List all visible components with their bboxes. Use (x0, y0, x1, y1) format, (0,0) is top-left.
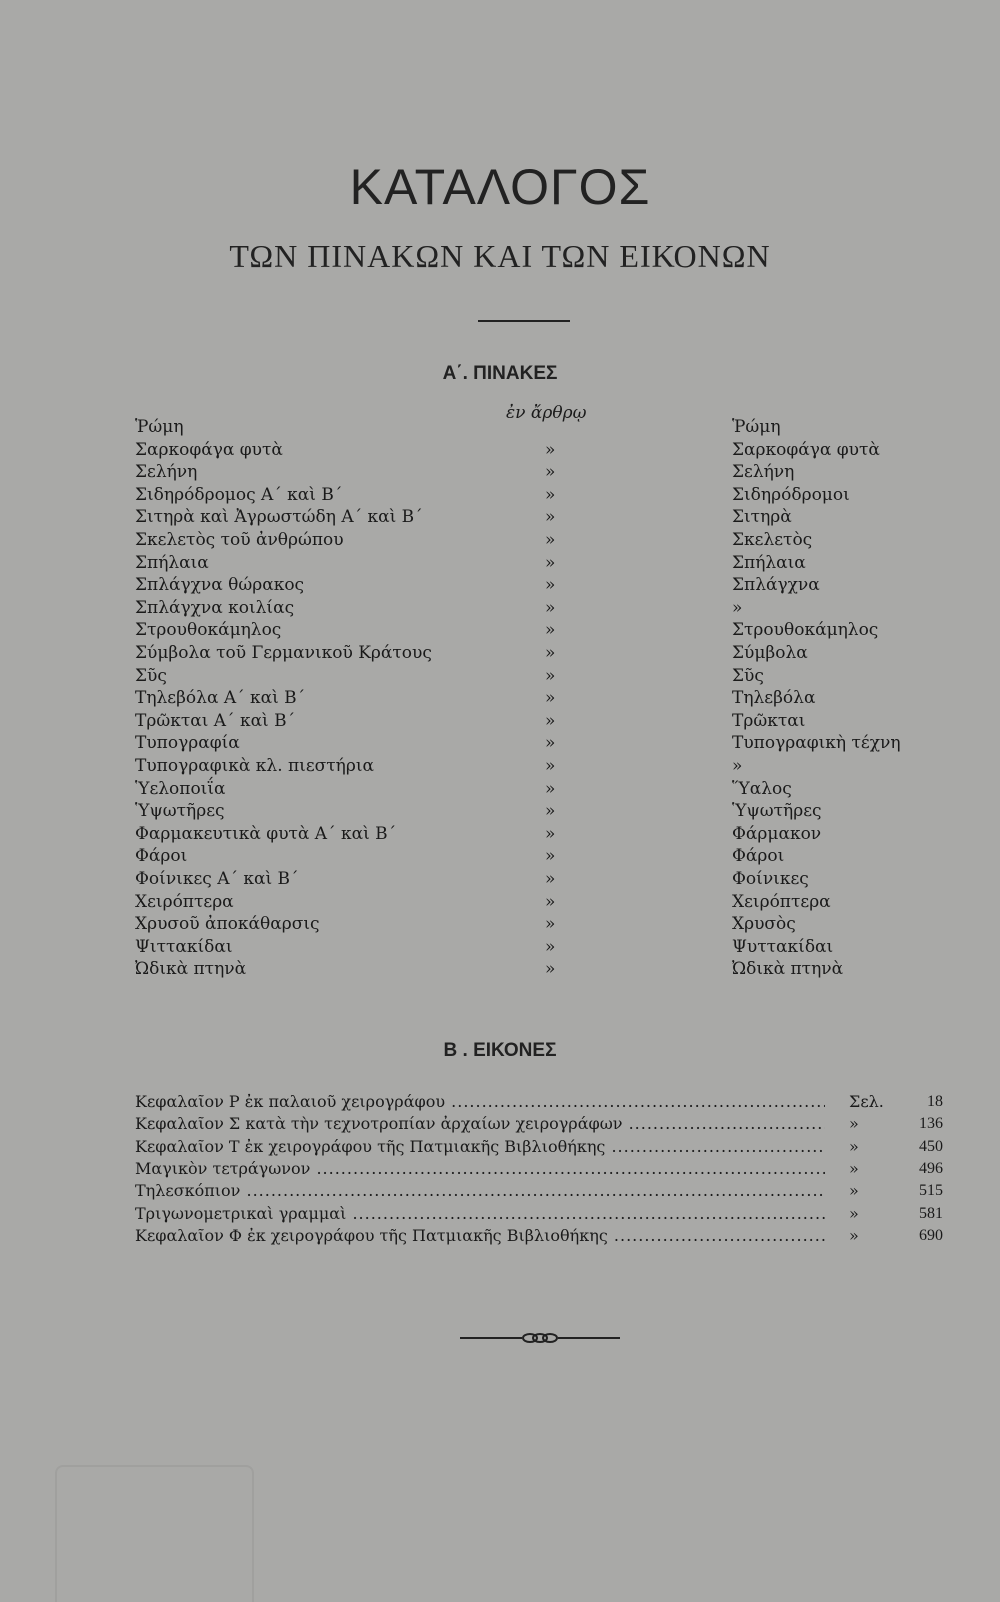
table-entry: Φάροι (732, 846, 785, 867)
table-entry: Σπλάγχνα (732, 575, 820, 596)
figure-row (135, 1157, 943, 1180)
figure-name: Μαγικὸν τετράγωνον ..... (135, 1157, 825, 1180)
figure-page-number: 515 (919, 1182, 943, 1200)
table-row (0, 439, 1000, 461)
figure-name: Τηλεσκόπιον ..... (135, 1179, 825, 1202)
table-row (0, 461, 1000, 483)
table-entry: Σπήλαια (732, 552, 806, 573)
table-entry: Φοίνικες (732, 869, 809, 889)
table-source: » (545, 462, 556, 483)
table-source: » (545, 484, 556, 505)
table-source: » (545, 710, 556, 731)
table-entry: Χειρόπτερα (732, 891, 831, 912)
table-row (0, 687, 1000, 709)
table-name: Ῥώμη (135, 417, 184, 437)
title-divider (478, 320, 570, 322)
table-name: Στρουθοκάμηλος (135, 620, 282, 641)
table-row (0, 868, 1000, 890)
table-source: » (545, 733, 556, 754)
table-row (0, 597, 1000, 619)
table-source: » (545, 959, 556, 980)
figure-page-ref: Σελ. (849, 1092, 884, 1111)
table-name: Χρυσοῦ ἀποκάθαρσις (135, 914, 320, 935)
table-entry: » (732, 597, 743, 618)
table-source: » (545, 914, 556, 935)
table-entry: Σκελετὸς (732, 530, 813, 550)
figure-row (135, 1135, 943, 1158)
table-source: » (545, 801, 556, 822)
table-name: Ὑψωτῆρες (135, 801, 225, 822)
table-entry: Τρῶκται (732, 710, 806, 731)
table-source: » (545, 597, 556, 618)
table-source: » (545, 643, 556, 663)
table-name: Τυπογραφία (135, 733, 240, 754)
figure-page-number: 581 (919, 1204, 943, 1222)
table-name: Τυπογραφικὰ κλ. πιεστήρια (135, 756, 374, 776)
table-source: » (545, 688, 556, 709)
table-entry: Τηλεβόλα (732, 688, 816, 709)
figure-row (135, 1179, 943, 1202)
table-name: Τρῶκται Α΄ καὶ Β΄ (135, 710, 296, 731)
table-entry: Σιτηρὰ (732, 507, 792, 528)
table-source: » (545, 665, 556, 686)
table-name: Ὑελοποιΐα (135, 778, 226, 799)
table-source: » (545, 507, 556, 528)
table-row (0, 506, 1000, 528)
table-row (0, 710, 1000, 732)
table-row (0, 936, 1000, 958)
figure-page-ref: » (849, 1203, 859, 1223)
table-name: Σύμβολα τοῦ Γερμανικοῦ Κράτους (135, 643, 432, 663)
table-row (0, 800, 1000, 822)
table-entry: Σελήνη (732, 462, 795, 483)
table-entry: Σύμβολα (732, 643, 808, 663)
table-source: » (545, 620, 556, 641)
table-entry: Ῥώμη (732, 417, 781, 437)
table-row (0, 755, 1000, 777)
table-row (0, 913, 1000, 935)
table-entry: Ψυττακίδαι (732, 936, 834, 957)
table-source: » (545, 891, 556, 912)
table-name: Χειρόπτερα (135, 891, 234, 912)
table-name: Σῦς (135, 665, 167, 686)
figure-page-ref: » (849, 1136, 859, 1156)
figure-page-ref: » (849, 1181, 859, 1201)
figure-name: Κεφαλαῖον Τ ἐκ χειρογράφου τῆς Πατμιακῆς Βιβλιοθήκης ..... (135, 1135, 825, 1158)
table-name: Φοίνικες Α΄ καὶ Β΄ (135, 869, 299, 889)
table-row (0, 529, 1000, 551)
table-source: » (545, 552, 556, 573)
figure-page-number: 690 (919, 1226, 943, 1244)
table-row (0, 484, 1000, 506)
figure-name: Κεφαλαῖον Σ κατὰ τὴν τεχνοτροπίαν ἀρχαίων χειρογράφων ..... (135, 1112, 825, 1135)
figure-page-number: 450 (919, 1137, 943, 1155)
table-name: Σαρκοφάγα φυτὰ (135, 439, 283, 460)
table-row (0, 845, 1000, 867)
table-row (0, 416, 1000, 438)
table-row (0, 778, 1000, 800)
table-name: Σπλάγχνα κοιλίας (135, 597, 295, 618)
page-subtitle: ΤΩΝ ΠΙΝΑΚΩΝ ΚΑΙ ΤΩΝ ΕΙΚΟΝΩΝ (229, 238, 771, 274)
table-name: Σελήνη (135, 462, 198, 483)
table-source: » (545, 869, 556, 889)
library-stamp (55, 1465, 254, 1602)
table-row (0, 619, 1000, 641)
table-row (0, 642, 1000, 664)
section-b-heading: Β . ΕΙΚΟΝΕΣ (443, 1040, 557, 1061)
table-entry: » (732, 756, 743, 776)
figure-name: Κεφαλαῖον Φ ἐκ χειρογράφου τῆς Πατμιακῆς Βιβλιοθήκης ..... (135, 1224, 825, 1247)
table-row (0, 665, 1000, 687)
source-column-header: ἐν ἄρθρῳ (506, 403, 587, 423)
table-name: Σιδηρόδρομος Α΄ καὶ Β΄ (135, 484, 343, 505)
table-entry: Σῦς (732, 665, 764, 686)
table-source: » (545, 530, 556, 550)
figure-page-number: 496 (919, 1159, 943, 1177)
table-source: » (545, 778, 556, 799)
page-title: ΚΑΤΑΛΟΓΟΣ (349, 159, 651, 215)
figure-row (135, 1090, 943, 1113)
figure-page-number: 18 (927, 1093, 943, 1110)
figure-row (135, 1202, 943, 1225)
table-entry: Φάρμακον (732, 823, 822, 844)
figure-page-number: 136 (919, 1115, 943, 1133)
table-source: » (545, 756, 556, 776)
figure-page-ref: » (849, 1114, 859, 1134)
table-entry: Τυπογραφικὴ τέχνη (732, 733, 901, 754)
table-row (0, 891, 1000, 913)
table-entry: Ὑψωτῆρες (732, 801, 822, 822)
table-source: » (545, 439, 556, 460)
table-entry: Σιδηρόδρομοι (732, 484, 850, 505)
table-source: » (545, 823, 556, 844)
figure-row (135, 1112, 943, 1135)
table-entry: Χρυσὸς (732, 914, 796, 935)
table-row (0, 823, 1000, 845)
ornament-divider (460, 1330, 620, 1346)
table-entry: Ὕαλος (732, 778, 792, 799)
table-name: Σιτηρὰ καὶ Ἀγρωστώδη Α΄ καὶ Β΄ (135, 507, 423, 528)
table-source: » (545, 846, 556, 867)
table-row (0, 958, 1000, 980)
table-source: » (545, 936, 556, 957)
figure-name: Κεφαλαῖον Ρ ἐκ παλαιοῦ χειρογράφου ..... (135, 1090, 825, 1113)
table-entry: Στρουθοκάμηλος (732, 620, 879, 641)
table-name: Σπήλαια (135, 552, 209, 573)
table-name: Φαρμακευτικὰ φυτὰ Α΄ καὶ Β΄ (135, 823, 397, 844)
figure-page-ref: » (849, 1158, 859, 1178)
table-name: Φάροι (135, 846, 188, 867)
table-name: Τηλεβόλα Α΄ καὶ Β΄ (135, 688, 306, 709)
table-name: Σπλάγχνα θώρακος (135, 575, 305, 596)
table-name: Ὠδικὰ πτηνὰ (135, 959, 247, 980)
table-name: Σκελετὸς τοῦ ἀνθρώπου (135, 530, 344, 550)
table-row (0, 732, 1000, 754)
section-a-heading: Α΄. ΠΙΝΑΚΕΣ (442, 363, 558, 384)
table-name: Ψιττακίδαι (135, 936, 233, 957)
table-source: » (545, 575, 556, 596)
figure-page-ref: » (849, 1225, 859, 1245)
figure-name: Τριγωνομετρικαὶ γραμμαὶ ..... (135, 1202, 825, 1225)
figure-row (135, 1224, 943, 1247)
table-entry: Ὠδικὰ πτηνὰ (732, 959, 844, 980)
table-row (0, 574, 1000, 596)
table-entry: Σαρκοφάγα φυτὰ (732, 439, 880, 460)
table-row (0, 552, 1000, 574)
